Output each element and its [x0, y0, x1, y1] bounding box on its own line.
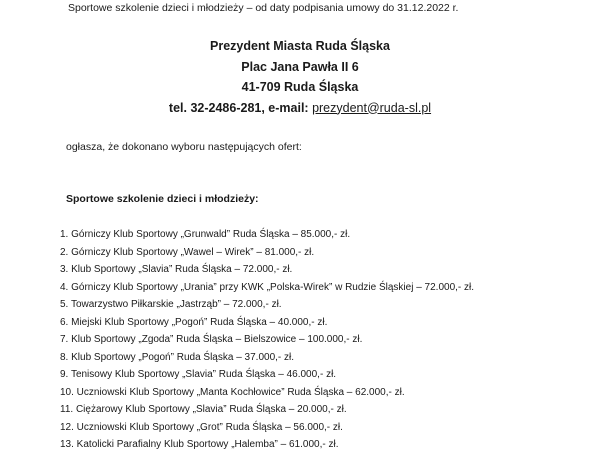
- offers-list: [60, 226, 474, 454]
- issuer-name: Prezydent Miasta Ruda Śląska: [210, 39, 390, 53]
- offer-item: 11. Ciężarowy Klub Sportowy „Slavia” Ruda Śląska – 20.000,- zł.: [60, 404, 347, 415]
- offer-item: 1. Górniczy Klub Sportowy „Grunwald” Ruda Śląska – 85.000,- zł.: [60, 229, 351, 240]
- issuer-city: 41-709 Ruda Śląska: [241, 80, 359, 94]
- offer-item: 6. Miejski Klub Sportowy „Pogoń” Ruda Śląska – 40.000,- zł.: [60, 316, 328, 328]
- offer-item: 5. Towarzystwo Piłkarskie „Jastrząb” – 72.000,- zł.: [60, 299, 282, 310]
- period-line: Sportowe szkolenie dzieci i młodzieży – od daty podpisania umowy do 31.12.2022 r.: [68, 2, 459, 14]
- offer-item: 8. Klub Sportowy „Pogoń” Ruda Śląska – 37.000,- zł.: [60, 351, 295, 363]
- offer-item: 7. Klub Sportowy „Zgoda” Ruda Śląska – Bielszowice – 100.000,- zł.: [60, 334, 363, 345]
- offer-item: 9. Tenisowy Klub Sportowy „Slavia” Ruda Śląska – 46.000,- zł.: [60, 369, 337, 380]
- offer-item: 2. Górniczy Klub Sportowy „Wawel – Wirek” – 81.000,- zł.: [60, 246, 315, 258]
- section-title: Sportowe szkolenie dzieci i młodzieży:: [66, 193, 259, 205]
- issuer-contact: [150, 98, 450, 119]
- offer-item: 12. Uczniowski Klub Sportowy „Grot” Ruda Śląska – 56.000,- zł.: [60, 421, 343, 433]
- offer-item: 3. Klub Sportowy „Slavia” Ruda Śląska – 72.000,- zł.: [60, 264, 293, 275]
- offer-item: 13. Katolicki Parafialny Klub Sportowy „Halemba” – 61.000,- zł.: [60, 439, 339, 450]
- issuer-header: [150, 36, 450, 118]
- announcement-intro: ogłasza, że dokonano wyboru następujących ofert:: [66, 141, 302, 153]
- issuer-phone: tel. 32-2486-281, e-mail:: [168, 100, 313, 115]
- offer-item: 4. Górniczy Klub Sportowy „Urania” przy KWK „Polska-Wirek” w Rudzie Śląskiej – 72.000,- zł.: [60, 281, 475, 293]
- issuer-street: Plac Jana Pawła II 6: [241, 59, 359, 74]
- issuer-email-link[interactable]: prezydent@ruda-sl.pl: [312, 100, 432, 115]
- offer-item: 10. Uczniowski Klub Sportowy „Manta Kochłowice” Ruda Śląska – 62.000,- zł.: [60, 386, 405, 398]
